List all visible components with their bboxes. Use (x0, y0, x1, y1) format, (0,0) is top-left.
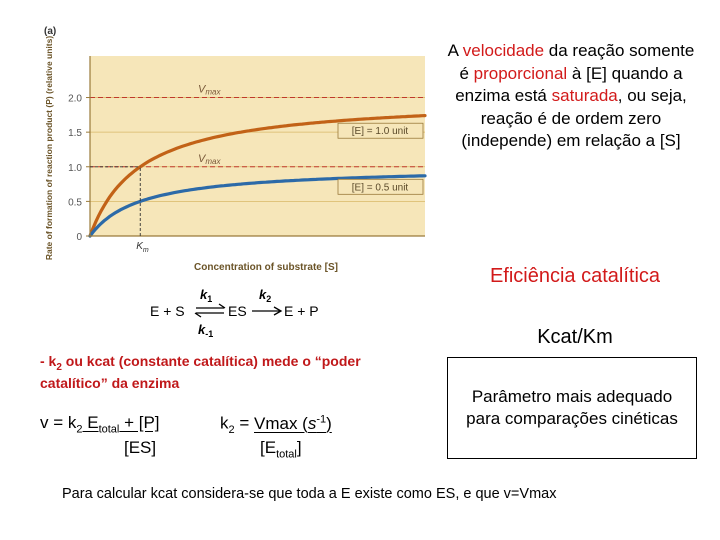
formula2-lhs-sub: 2 (228, 424, 235, 437)
series-label-group-2 (338, 179, 423, 194)
k2-formula-denominator (260, 438, 302, 460)
y-tick-label: 1.0 (68, 162, 82, 174)
k2-formula (220, 413, 332, 436)
expl-part-5: à [E] quando a enzima está (455, 63, 683, 106)
expl-part-1: A (447, 41, 463, 60)
scheme-k1-label: $k_1$ (200, 287, 213, 304)
formula2-unit-sup: -1 (316, 413, 327, 425)
kcat-note-b: ou kcat (constante catalítica) mede o “poder catalítico” da enzima (40, 353, 361, 391)
parameter-box-text: Parâmetro mais adequado para comparações cinéticas (466, 386, 678, 428)
expl-part-3: da reação somente é (459, 41, 695, 83)
formula2-denom-a: [E (260, 438, 277, 457)
formula1-e-sub: total (98, 423, 120, 436)
x-axis-title: Concentration of substrate [S] (194, 262, 338, 273)
formula2-close: ) (326, 413, 332, 433)
scheme-k2-label: $k_2$ (259, 287, 272, 304)
series-label-group-1 (338, 123, 423, 138)
panel-label: (a) (44, 26, 57, 37)
formula1-v-eq: v = k (40, 413, 77, 432)
vmax-label-sub-2: max (205, 156, 221, 166)
formula2-eq: = (234, 413, 254, 433)
formula1-numerator (82, 413, 160, 436)
saturation-explanation (445, 40, 697, 153)
formula1-k-sub: 2 (76, 423, 83, 436)
scheme-products: E + P (284, 303, 319, 319)
y-tick-label: 2.0 (68, 93, 82, 105)
formula1-e-total: E (82, 413, 99, 432)
kcat-km-label: Kcat/Km (537, 326, 613, 348)
series-label-1: [E] = 1.0 unit (351, 126, 409, 138)
formula2-denom-sub: total (276, 448, 297, 461)
kcat-note-sub: 2 (56, 361, 62, 373)
expl-saturada: saturada (551, 86, 618, 106)
vmax-label-2: Vmax (198, 152, 221, 166)
expl-part-7: , ou seja, reação é de ordem zero (independe) em relação a [S] (461, 86, 687, 151)
formula2-lhs: k (220, 413, 229, 433)
km-tick-label-sub: m (142, 247, 149, 254)
kcat-note (40, 352, 430, 392)
kcat-note-a: - k (40, 353, 57, 369)
formula2-unit: s (307, 413, 317, 433)
scheme-complex: ES (228, 303, 247, 319)
km-tick-label: $K_m$ (136, 241, 149, 254)
y-tick-label: 1.5 (68, 128, 82, 140)
expl-velocidade: velocidade (462, 41, 545, 60)
y-axis-title: Rate of formation of reaction product (P) (relative units) (44, 35, 54, 261)
rate-formula-denominator: [ES] (124, 438, 157, 457)
scheme-k-minus1-label: $k_{-1}$ (198, 322, 214, 339)
reaction-scheme (140, 282, 340, 340)
y-tick-label: 0 (76, 232, 82, 243)
michaelis-menten-chart (28, 18, 428, 280)
bottom-note: Para calcular kcat considera-se que toda a E existe como ES, e que v=Vmax (62, 486, 557, 502)
vmax-label-1: Vmax (198, 83, 221, 97)
vmax-label-sub-1: max (205, 87, 221, 97)
scheme-reactants: E + S (150, 303, 185, 319)
formula2-numerator (254, 414, 332, 433)
efficiency-title: Eficiência catalítica (489, 265, 661, 287)
formula2-denom-b: ] (296, 438, 302, 457)
series-label-2: [E] = 0.5 unit (351, 182, 409, 194)
rate-formula (40, 413, 160, 435)
formula2-num: Vmax ( (254, 413, 308, 433)
expl-proporcional: proporcional (473, 63, 568, 83)
y-tick-label: 0.5 (68, 197, 82, 209)
parameter-box (447, 357, 697, 459)
formula1-plus-p: + [P] (119, 413, 160, 432)
